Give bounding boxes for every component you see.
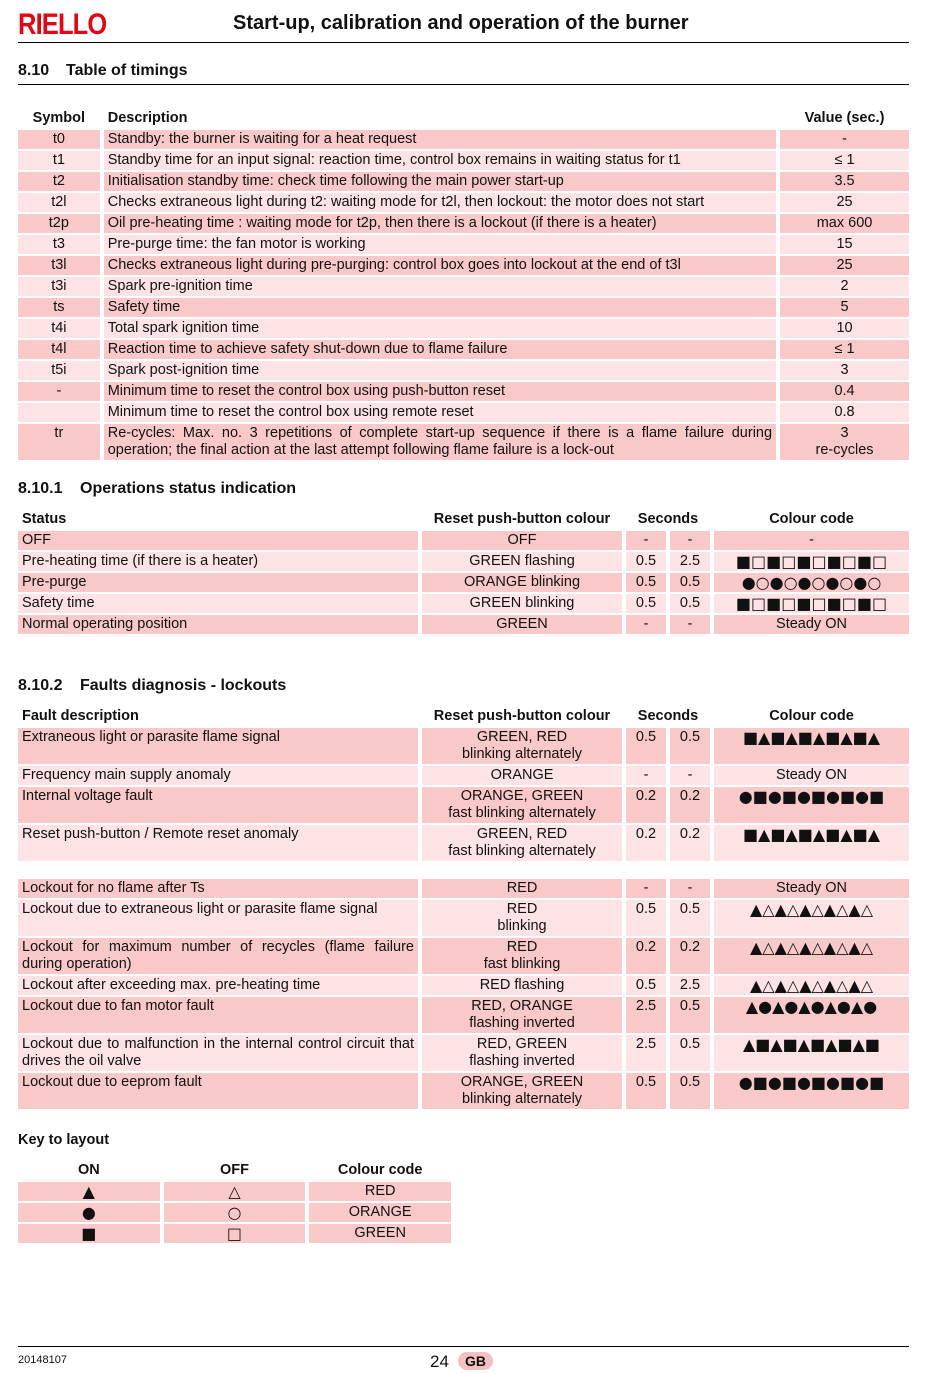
table-cell: [18, 403, 100, 422]
table-cell: Pre-heating time (if there is a heater): [18, 552, 418, 571]
table-cell: ●■●■●■●■●■: [714, 787, 909, 823]
table-row: [18, 552, 909, 571]
page-title: Start-up, calibration and operation of the burner: [233, 12, 689, 34]
table-cell: ▲●▲●▲●▲●▲●: [714, 997, 909, 1033]
circle-outline-icon: ○: [164, 1203, 306, 1222]
table-row: [18, 825, 909, 861]
table-cell: tr: [18, 424, 100, 460]
table-row: [18, 340, 909, 359]
table-cell: 0.5: [626, 573, 666, 592]
table-cell: ORANGE: [309, 1203, 451, 1222]
table-cell: 0.5: [670, 1073, 710, 1109]
table-row: [18, 424, 909, 460]
table-cell: 2.5: [670, 976, 710, 995]
table-cell: t4i: [18, 319, 100, 338]
table-cell: OFF: [422, 531, 622, 550]
table-cell: 2.5: [626, 1035, 666, 1071]
table-cell: t2: [18, 172, 100, 191]
square-filled-icon: ■: [18, 1224, 160, 1243]
table-cell: 2.5: [670, 552, 710, 571]
table-cell: ts: [18, 298, 100, 317]
table-cell: t0: [18, 130, 100, 149]
col-code: Colour code: [769, 708, 854, 724]
table-cell: -: [670, 531, 710, 550]
key-table: [14, 1158, 455, 1245]
table-row: [18, 361, 909, 380]
col-description: Description: [107, 110, 188, 126]
table-row: [18, 879, 909, 898]
table-cell: Lockout due to malfunction in the internal control circuit that drives the oil valve: [18, 1035, 418, 1071]
square-outline-icon: □: [164, 1224, 306, 1243]
triangle-outline-icon: △: [164, 1182, 306, 1201]
table-cell: OFF: [18, 531, 418, 550]
table-cell: -: [18, 382, 100, 401]
table-cell: 0.5: [670, 1035, 710, 1071]
col-symbol: Symbol: [32, 110, 86, 126]
table-cell: Spark pre-ignition time: [104, 277, 776, 296]
table-cell: Lockout due to fan motor fault: [18, 997, 418, 1033]
table-cell: Checks extraneous light during pre-purging: control box goes into lockout at the end of t3l: [104, 256, 776, 275]
table-cell: 0.5: [670, 997, 710, 1033]
table-cell: t5i: [18, 361, 100, 380]
table-row: [18, 130, 909, 149]
table-row: [18, 615, 909, 634]
section-heading-8-10-1: 8.10.1 Operations status indication: [18, 480, 297, 497]
table-cell: 0.5: [670, 900, 710, 936]
table-cell: -: [626, 615, 666, 634]
table-row: [18, 1073, 909, 1109]
table-cell: 5: [780, 298, 909, 317]
table-cell: 0.5: [626, 552, 666, 571]
col-code: Colour code: [769, 511, 854, 527]
table-row: [18, 382, 909, 401]
table-row: [18, 403, 909, 422]
key-row: [18, 1203, 451, 1222]
table-cell: Extraneous light or parasite flame signal: [18, 728, 418, 764]
table-row: [18, 172, 909, 191]
table-cell: -: [670, 615, 710, 634]
table-row: [18, 214, 909, 233]
col-status: Status: [22, 511, 67, 527]
table-cell: 2.5: [626, 997, 666, 1033]
section-heading-8-10: 8.10 Table of timings: [18, 62, 909, 85]
section-heading-8-10-2: 8.10.2 Faults diagnosis - lockouts: [18, 677, 287, 694]
table-cell: ●○●○●○●○●○: [714, 573, 909, 592]
col-seconds: Seconds: [637, 511, 699, 527]
page-header: [18, 8, 909, 43]
page-number: 24: [430, 1352, 449, 1371]
key-row: [18, 1224, 451, 1243]
col-seconds: Seconds: [637, 708, 699, 724]
timings-table: [14, 106, 913, 462]
table-cell: 3: [780, 361, 909, 380]
table-cell: [18, 863, 909, 877]
col-code: Colour code: [337, 1162, 423, 1178]
table-cell: -: [714, 531, 909, 550]
table-cell: 0.2: [670, 825, 710, 861]
table-cell: 0.8: [780, 403, 909, 422]
table-cell: GREEN flashing: [422, 552, 622, 571]
key-title: Key to layout: [18, 1132, 110, 1148]
col-reset: Reset push-button colour: [433, 708, 611, 724]
triangle-filled-icon: ▲: [18, 1182, 160, 1201]
footer-divider: [18, 1346, 909, 1347]
table-cell: 3.5: [780, 172, 909, 191]
table-cell: GREEN: [422, 615, 622, 634]
table-cell: Steady ON: [714, 766, 909, 785]
table-cell: ■▲■▲■▲■▲■▲: [714, 728, 909, 764]
table-cell: ■□■□■□■□■□: [714, 594, 909, 613]
riello-logo: RIELLO: [18, 8, 107, 41]
table-cell: 0.2: [626, 938, 666, 974]
table-row: [18, 531, 909, 550]
table-cell: 0.2: [670, 938, 710, 974]
table-cell: ≤ 1: [780, 340, 909, 359]
table-cell: ORANGE, GREEN blinking alternately: [422, 1073, 622, 1109]
table-cell: ▲△▲△▲△▲△▲△: [714, 900, 909, 936]
table-cell: Steady ON: [714, 879, 909, 898]
table-cell: RED blinking: [422, 900, 622, 936]
table-cell: Lockout after exceeding max. pre-heating time: [18, 976, 418, 995]
table-cell: Pre-purge: [18, 573, 418, 592]
table-cell: RED, ORANGE flashing inverted: [422, 997, 622, 1033]
table-cell: Re-cycles: Max. no. 3 repetitions of complete start-up sequence if there is a flame failure during operation; the final action at the last attempt following flame failure is a lock-out: [104, 424, 776, 460]
col-off: OFF: [219, 1162, 249, 1178]
table-cell: Reaction time to achieve safety shut-down due to flame failure: [104, 340, 776, 359]
table-cell: -: [626, 766, 666, 785]
col-on: ON: [77, 1162, 100, 1178]
table-cell: Standby: the burner is waiting for a heat request: [104, 130, 776, 149]
document-number: 20148107: [18, 1354, 67, 1366]
col-fault: Fault description: [22, 708, 139, 724]
table-cell: Lockout due to extraneous light or parasite flame signal: [18, 900, 418, 936]
table-cell: 0.5: [670, 573, 710, 592]
table-cell: GREEN blinking: [422, 594, 622, 613]
table-cell: t3: [18, 235, 100, 254]
table-cell: GREEN, RED blinking alternately: [422, 728, 622, 764]
table-cell: Safety time: [18, 594, 418, 613]
table-row: [18, 766, 909, 785]
table-cell: 0.5: [626, 976, 666, 995]
table-cell: Standby time for an input signal: reaction time, control box remains in waiting status for t1: [104, 151, 776, 170]
table-cell: GREEN, RED fast blinking alternately: [422, 825, 622, 861]
table-cell: -: [670, 879, 710, 898]
table-row: [18, 976, 909, 995]
table-cell: ●■●■●■●■●■: [714, 1073, 909, 1109]
table-cell: -: [780, 130, 909, 149]
key-row: [18, 1182, 451, 1201]
table-cell: Lockout for maximum number of recycles (flame failure during operation): [18, 938, 418, 974]
table-cell: Minimum time to reset the control box using push-button reset: [104, 382, 776, 401]
col-value: Value (sec.): [804, 110, 885, 126]
table-cell: 15: [780, 235, 909, 254]
table-cell: Lockout for no flame after Ts: [18, 879, 418, 898]
table-cell: Lockout due to eeprom fault: [18, 1073, 418, 1109]
table-cell: Steady ON: [714, 615, 909, 634]
table-cell: ■▲■▲■▲■▲■▲: [714, 825, 909, 861]
table-cell: ORANGE, GREEN fast blinking alternately: [422, 787, 622, 823]
table-cell: RED fast blinking: [422, 938, 622, 974]
col-reset: Reset push-button colour: [433, 511, 611, 527]
table-row: [18, 235, 909, 254]
table-cell: RED: [422, 879, 622, 898]
table-cell: Normal operating position: [18, 615, 418, 634]
table-cell: ▲△▲△▲△▲△▲△: [714, 976, 909, 995]
table-cell: ORANGE: [422, 766, 622, 785]
table-cell: ■□■□■□■□■□: [714, 552, 909, 571]
table-cell: Reset push-button / Remote reset anomaly: [18, 825, 418, 861]
table-cell: Oil pre-heating time : waiting mode for t2p, then there is a lockout (if there is a heater): [104, 214, 776, 233]
table-cell: max 600: [780, 214, 909, 233]
table-cell: Spark post-ignition time: [104, 361, 776, 380]
table-cell: 0.2: [626, 787, 666, 823]
table-cell: t3i: [18, 277, 100, 296]
table-row: [18, 787, 909, 823]
table-row: [18, 728, 909, 764]
status-table: [14, 507, 913, 636]
table-cell: 0.2: [626, 825, 666, 861]
table-cell: -: [670, 766, 710, 785]
table-cell: Safety time: [104, 298, 776, 317]
table-row: [18, 997, 909, 1033]
table-cell: 0.5: [626, 728, 666, 764]
table-row: [18, 900, 909, 936]
table-cell: Pre-purge time: the fan motor is working: [104, 235, 776, 254]
table-row: [18, 298, 909, 317]
table-cell: 3 re-cycles: [780, 424, 909, 460]
table-row: [18, 938, 909, 974]
table-cell: Frequency main supply anomaly: [18, 766, 418, 785]
table-cell: Minimum time to reset the control box using remote reset: [104, 403, 776, 422]
table-cell: 0.5: [626, 594, 666, 613]
table-cell: Checks extraneous light during t2: waiting mode for t2l, then lockout: the motor does not start: [104, 193, 776, 212]
table-cell: Initialisation standby time: check time following the main power start-up: [104, 172, 776, 191]
table-cell: 10: [780, 319, 909, 338]
table-cell: RED flashing: [422, 976, 622, 995]
table-cell: 0.5: [626, 1073, 666, 1109]
table-row: [18, 594, 909, 613]
table-cell: ORANGE blinking: [422, 573, 622, 592]
table-cell: RED: [309, 1182, 451, 1201]
table-row: [18, 1035, 909, 1071]
table-spacer: [18, 863, 909, 877]
table-cell: ▲■▲■▲■▲■▲■: [714, 1035, 909, 1071]
table-row: [18, 277, 909, 296]
table-cell: -: [626, 879, 666, 898]
table-cell: Internal voltage fault: [18, 787, 418, 823]
table-cell: 0.5: [670, 594, 710, 613]
table-row: [18, 256, 909, 275]
faults-table: [14, 704, 913, 1111]
table-cell: 2: [780, 277, 909, 296]
table-cell: t3l: [18, 256, 100, 275]
circle-filled-icon: ●: [18, 1203, 160, 1222]
table-cell: 0.2: [670, 787, 710, 823]
language-badge: GB: [458, 1352, 493, 1370]
table-row: [18, 193, 909, 212]
table-row: [18, 151, 909, 170]
table-row: [18, 319, 909, 338]
table-cell: Total spark ignition time: [104, 319, 776, 338]
table-cell: 25: [780, 256, 909, 275]
table-cell: -: [626, 531, 666, 550]
table-row: [18, 573, 909, 592]
table-cell: 0.5: [626, 900, 666, 936]
table-cell: 25: [780, 193, 909, 212]
table-cell: RED, GREEN flashing inverted: [422, 1035, 622, 1071]
table-cell: ▲△▲△▲△▲△▲△: [714, 938, 909, 974]
table-cell: t2p: [18, 214, 100, 233]
table-cell: t1: [18, 151, 100, 170]
table-cell: GREEN: [309, 1224, 451, 1243]
table-cell: t2l: [18, 193, 100, 212]
table-cell: ≤ 1: [780, 151, 909, 170]
table-cell: t4l: [18, 340, 100, 359]
table-cell: 0.4: [780, 382, 909, 401]
table-cell: 0.5: [670, 728, 710, 764]
